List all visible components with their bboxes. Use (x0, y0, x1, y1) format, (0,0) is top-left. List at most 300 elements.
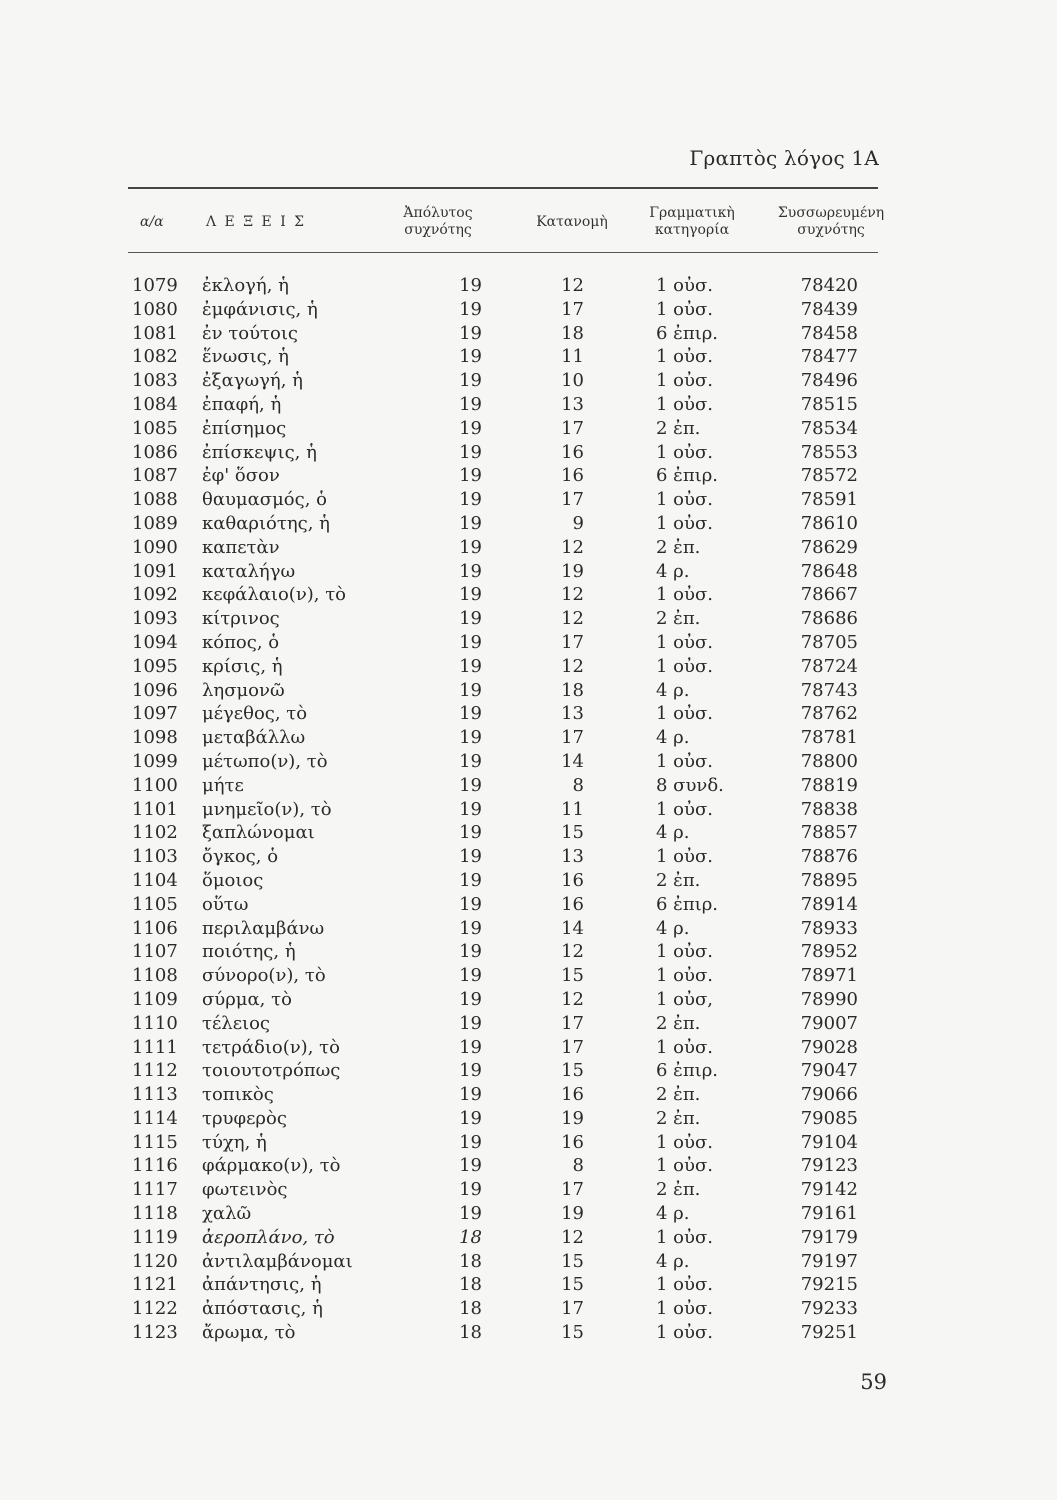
row-grammar-category: 4 ρ. (656, 727, 690, 749)
row-word: μεταβάλλω (202, 727, 306, 749)
row-distribution: 16 (561, 1131, 584, 1153)
table-row (0, 917, 1057, 941)
row-cumulative-frequency: 78686 (800, 608, 858, 630)
row-absolute-frequency: 19 (459, 489, 482, 511)
row-grammar-category: 1 οὐσ. (656, 965, 713, 987)
row-distribution: 8 (572, 774, 584, 796)
row-serial-number: 1093 (132, 608, 178, 630)
header-grammar-category (640, 205, 744, 239)
row-distribution: 17 (561, 1179, 584, 1201)
row-serial-number: 1089 (132, 512, 178, 534)
row-word: ὅμοιος (202, 869, 264, 891)
row-grammar-category: 2 ἐπ. (656, 1012, 701, 1034)
row-cumulative-frequency: 78971 (800, 965, 858, 987)
table-row (0, 869, 1057, 893)
row-distribution: 17 (561, 298, 584, 320)
row-cumulative-frequency: 78705 (800, 631, 858, 653)
row-absolute-frequency: 19 (459, 988, 482, 1010)
row-serial-number: 1100 (132, 774, 178, 796)
row-serial-number: 1087 (132, 465, 178, 487)
row-serial-number: 1113 (132, 1084, 178, 1106)
row-distribution: 8 (572, 1155, 584, 1177)
table-row (0, 964, 1057, 988)
header-cumulative-line1: Συσσωρευμένη (777, 205, 885, 221)
row-word: ἐπίσημος (202, 417, 287, 439)
row-serial-number: 1110 (132, 1012, 178, 1034)
row-cumulative-frequency: 78933 (800, 917, 858, 939)
row-distribution: 12 (561, 608, 584, 630)
row-distribution: 13 (561, 846, 584, 868)
row-cumulative-frequency: 79104 (800, 1131, 858, 1153)
row-serial-number: 1079 (132, 275, 178, 296)
row-word: φωτεινὸς (202, 1179, 288, 1201)
row-absolute-frequency: 19 (459, 298, 482, 320)
row-distribution: 16 (561, 441, 584, 463)
header-absolute-frequency-line2: συχνότης (404, 222, 472, 238)
row-grammar-category: 2 ἐπ. (656, 869, 701, 891)
row-word: κεφάλαιο(ν), τὸ (202, 584, 347, 606)
frequency-table (0, 274, 1057, 1345)
row-grammar-category: 1 οὐσ. (656, 631, 713, 653)
row-serial-number: 1122 (132, 1298, 178, 1320)
row-distribution: 19 (561, 560, 584, 582)
row-distribution: 13 (561, 393, 584, 415)
row-grammar-category: 1 οὐσ. (656, 489, 713, 511)
row-cumulative-frequency: 79215 (800, 1274, 858, 1296)
row-word: λησμονῶ (202, 679, 285, 701)
table-row (0, 1131, 1057, 1155)
row-serial-number: 1106 (132, 917, 178, 939)
header-words: Λ Ε Ξ Ε Ι Σ (206, 214, 307, 230)
row-word: τοπικὸς (202, 1084, 274, 1106)
row-grammar-category: 2 ἐπ. (656, 1179, 701, 1201)
row-cumulative-frequency: 78648 (800, 560, 858, 582)
row-serial-number: 1098 (132, 727, 178, 749)
row-serial-number: 1096 (132, 679, 178, 701)
row-distribution: 16 (561, 893, 584, 915)
row-absolute-frequency: 19 (459, 560, 482, 582)
row-distribution: 15 (561, 1322, 584, 1344)
row-word: κόπος, ὁ (202, 631, 280, 653)
row-distribution: 16 (561, 465, 584, 487)
row-serial-number: 1121 (132, 1274, 178, 1296)
row-grammar-category: 6 ἐπιρ. (656, 322, 719, 344)
row-serial-number: 1081 (132, 322, 178, 344)
table-row (0, 1083, 1057, 1107)
row-word: ἀπάντησις, ἡ (202, 1274, 322, 1296)
row-serial-number: 1083 (132, 370, 178, 392)
row-cumulative-frequency: 78591 (800, 489, 858, 511)
row-word: ξαπλώνομαι (202, 822, 315, 844)
header-distribution: Κατανομὴ (536, 214, 608, 230)
table-row (0, 512, 1057, 536)
row-grammar-category: 1 οὐσ. (656, 703, 713, 725)
row-grammar-category: 2 ἐπ. (656, 608, 701, 630)
header-serial: α/α (140, 214, 164, 230)
row-absolute-frequency: 19 (459, 750, 482, 772)
row-absolute-frequency: 19 (459, 346, 482, 368)
row-word: ἐν τούτοις (202, 322, 298, 344)
row-word: τέλειος (202, 1012, 270, 1034)
row-absolute-frequency: 19 (459, 893, 482, 915)
header-grammar-line1: Γραμματικὴ (649, 205, 735, 221)
row-word: καταλήγω (202, 560, 296, 582)
row-grammar-category: 1 οὐσ. (656, 441, 713, 463)
row-serial-number: 1107 (132, 941, 178, 963)
row-word: περιλαμβάνω (202, 917, 325, 939)
row-absolute-frequency: 19 (459, 917, 482, 939)
row-cumulative-frequency: 79161 (800, 1203, 858, 1225)
row-cumulative-frequency: 79197 (800, 1250, 858, 1272)
row-serial-number: 1119 (132, 1226, 178, 1248)
row-grammar-category: 1 οὐσ. (656, 1298, 713, 1320)
row-cumulative-frequency: 79028 (800, 1036, 858, 1058)
row-grammar-category: 1 οὐσ. (656, 298, 713, 320)
row-grammar-category: 2 ἐπ. (656, 417, 701, 439)
row-cumulative-frequency: 79233 (800, 1298, 858, 1320)
row-word: καπετὰν (202, 536, 280, 558)
row-distribution: 18 (561, 679, 584, 701)
row-distribution: 16 (561, 869, 584, 891)
table-row (0, 1154, 1057, 1178)
row-grammar-category: 1 οὐσ. (656, 750, 713, 772)
row-absolute-frequency: 19 (459, 370, 482, 392)
row-grammar-category: 8 συνδ. (656, 774, 724, 796)
row-word: ἕνωσις, ἡ (202, 346, 289, 368)
row-grammar-category: 6 ἐπιρ. (656, 465, 719, 487)
row-serial-number: 1080 (132, 298, 178, 320)
row-cumulative-frequency: 79123 (800, 1155, 858, 1177)
table-row (0, 583, 1057, 607)
row-grammar-category: 1 οὐσ. (656, 584, 713, 606)
row-word: κίτρινος (202, 608, 280, 630)
row-cumulative-frequency: 78819 (800, 774, 858, 796)
header-absolute-frequency (388, 205, 488, 239)
table-row (0, 726, 1057, 750)
row-word: κρίσις, ἡ (202, 655, 283, 677)
row-distribution: 16 (561, 1084, 584, 1106)
row-absolute-frequency: 19 (459, 1012, 482, 1034)
row-absolute-frequency: 19 (459, 655, 482, 677)
row-grammar-category: 1 οὐσ. (656, 1274, 713, 1296)
row-word: τοιουτοτρόπως (202, 1060, 341, 1082)
row-word: ἐπαφή, ἡ (202, 393, 282, 415)
row-absolute-frequency: 19 (459, 679, 482, 701)
table-row (0, 1202, 1057, 1226)
row-absolute-frequency: 19 (459, 869, 482, 891)
row-grammar-category: 2 ἐπ. (656, 1084, 701, 1106)
row-cumulative-frequency: 78572 (800, 465, 858, 487)
row-distribution: 9 (572, 512, 584, 534)
row-grammar-category: 1 οὐσ, (656, 988, 713, 1010)
row-distribution: 17 (561, 1012, 584, 1034)
row-serial-number: 1103 (132, 846, 178, 868)
row-absolute-frequency: 18 (459, 1226, 482, 1248)
table-row (0, 536, 1057, 560)
row-absolute-frequency: 19 (459, 846, 482, 868)
table-row (0, 1107, 1057, 1131)
row-grammar-category: 1 οὐσ. (656, 1155, 713, 1177)
table-row (0, 464, 1057, 488)
table-row (0, 393, 1057, 417)
row-absolute-frequency: 19 (459, 798, 482, 820)
table-row (0, 560, 1057, 584)
row-distribution: 12 (561, 275, 584, 296)
row-word: ἀπόστασις, ἡ (202, 1298, 323, 1320)
row-grammar-category: 1 οὐσ. (656, 1036, 713, 1058)
row-distribution: 15 (561, 965, 584, 987)
row-grammar-category: 1 οὐσ. (656, 655, 713, 677)
table-row (0, 274, 1057, 298)
row-absolute-frequency: 18 (459, 1298, 482, 1320)
row-cumulative-frequency: 78743 (800, 679, 858, 701)
row-cumulative-frequency: 79085 (800, 1107, 858, 1129)
row-distribution: 12 (561, 655, 584, 677)
row-word: μνημεῖο(ν), τὸ (202, 798, 332, 820)
row-serial-number: 1095 (132, 655, 178, 677)
row-word: μήτε (202, 774, 244, 796)
row-grammar-category: 4 ρ. (656, 917, 690, 939)
row-serial-number: 1111 (132, 1036, 178, 1058)
table-row (0, 631, 1057, 655)
row-cumulative-frequency: 79179 (800, 1226, 858, 1248)
row-distribution: 11 (561, 798, 584, 820)
row-cumulative-frequency: 79007 (800, 1012, 858, 1034)
row-cumulative-frequency: 78515 (800, 393, 858, 415)
row-distribution: 12 (561, 584, 584, 606)
row-cumulative-frequency: 78876 (800, 846, 858, 868)
row-serial-number: 1117 (132, 1179, 178, 1201)
row-absolute-frequency: 19 (459, 1060, 482, 1082)
row-word: ἀεροπλάνο, τὸ (202, 1226, 335, 1248)
row-word: ἄρωμα, τὸ (202, 1322, 296, 1344)
row-cumulative-frequency: 78458 (800, 322, 858, 344)
row-serial-number: 1102 (132, 822, 178, 844)
table-row (0, 441, 1057, 465)
row-grammar-category: 2 ἐπ. (656, 1107, 701, 1129)
row-serial-number: 1116 (132, 1155, 178, 1177)
table-row (0, 1012, 1057, 1036)
row-distribution: 17 (561, 727, 584, 749)
table-row (0, 1059, 1057, 1083)
row-serial-number: 1085 (132, 417, 178, 439)
row-distribution: 19 (561, 1107, 584, 1129)
row-cumulative-frequency: 78477 (800, 346, 858, 368)
row-absolute-frequency: 19 (459, 275, 482, 296)
row-word: μέτωπο(ν), τὸ (202, 750, 328, 772)
row-distribution: 12 (561, 941, 584, 963)
row-serial-number: 1104 (132, 869, 178, 891)
header-cumulative-line2: συχνότης (797, 222, 865, 238)
row-absolute-frequency: 19 (459, 1036, 482, 1058)
row-grammar-category: 1 οὐσ. (656, 846, 713, 868)
row-word: ποιότης, ἡ (202, 941, 296, 963)
row-serial-number: 1108 (132, 965, 178, 987)
row-serial-number: 1115 (132, 1131, 178, 1153)
row-absolute-frequency: 19 (459, 631, 482, 653)
row-absolute-frequency: 19 (459, 465, 482, 487)
row-distribution: 12 (561, 988, 584, 1010)
row-serial-number: 1092 (132, 584, 178, 606)
row-cumulative-frequency: 78762 (800, 703, 858, 725)
row-serial-number: 1082 (132, 346, 178, 368)
row-cumulative-frequency: 78420 (800, 275, 858, 296)
row-word: τύχη, ἡ (202, 1131, 267, 1153)
row-distribution: 17 (561, 417, 584, 439)
row-grammar-category: 1 οὐσ. (656, 941, 713, 963)
row-cumulative-frequency: 78496 (800, 370, 858, 392)
row-distribution: 12 (561, 1226, 584, 1248)
row-cumulative-frequency: 78800 (800, 750, 858, 772)
row-word: ἐπίσκεψις, ἡ (202, 441, 317, 463)
header-absolute-frequency-line1: Ἀπόλυτος (403, 205, 473, 221)
row-cumulative-frequency: 78610 (800, 512, 858, 534)
row-cumulative-frequency: 79142 (800, 1179, 858, 1201)
row-cumulative-frequency: 78667 (800, 584, 858, 606)
row-cumulative-frequency: 78914 (800, 893, 858, 915)
row-serial-number: 1099 (132, 750, 178, 772)
row-cumulative-frequency: 78629 (800, 536, 858, 558)
row-absolute-frequency: 19 (459, 1084, 482, 1106)
row-distribution: 17 (561, 1036, 584, 1058)
row-serial-number: 1118 (132, 1203, 178, 1225)
row-cumulative-frequency: 79047 (800, 1060, 858, 1082)
row-absolute-frequency: 19 (459, 1107, 482, 1129)
row-grammar-category: 1 οὐσ. (656, 1226, 713, 1248)
header-rule-bottom (128, 252, 878, 253)
row-word: ἐμφάνισις, ἡ (202, 298, 318, 320)
row-serial-number: 1114 (132, 1107, 178, 1129)
row-absolute-frequency: 19 (459, 1203, 482, 1225)
row-absolute-frequency: 19 (459, 941, 482, 963)
row-absolute-frequency: 19 (459, 322, 482, 344)
row-distribution: 19 (561, 1203, 584, 1225)
row-distribution: 13 (561, 703, 584, 725)
row-distribution: 15 (561, 822, 584, 844)
table-row (0, 845, 1057, 869)
row-word: μέγεθος, τὸ (202, 703, 308, 725)
row-absolute-frequency: 19 (459, 417, 482, 439)
row-distribution: 17 (561, 631, 584, 653)
row-absolute-frequency: 18 (459, 1322, 482, 1344)
row-grammar-category: 4 ρ. (656, 1250, 690, 1272)
row-grammar-category: 4 ρ. (656, 679, 690, 701)
row-word: τρυφερὸς (202, 1107, 287, 1129)
row-distribution: 12 (561, 536, 584, 558)
table-row (0, 988, 1057, 1012)
table-row (0, 417, 1057, 441)
row-absolute-frequency: 19 (459, 441, 482, 463)
row-grammar-category: 1 οὐσ. (656, 1322, 713, 1344)
row-word: ἀντιλαμβάνομαι (202, 1250, 353, 1272)
table-row (0, 1250, 1057, 1274)
row-distribution: 17 (561, 1298, 584, 1320)
row-absolute-frequency: 19 (459, 512, 482, 534)
row-distribution: 14 (561, 750, 584, 772)
row-cumulative-frequency: 78895 (800, 869, 858, 891)
row-absolute-frequency: 19 (459, 703, 482, 725)
row-serial-number: 1112 (132, 1060, 178, 1082)
header-cumulative-frequency (770, 205, 892, 239)
row-distribution: 10 (561, 370, 584, 392)
row-cumulative-frequency: 79066 (800, 1084, 858, 1106)
row-cumulative-frequency: 78439 (800, 298, 858, 320)
table-row (0, 1036, 1057, 1060)
table-row (0, 1297, 1057, 1321)
row-absolute-frequency: 19 (459, 536, 482, 558)
table-row (0, 655, 1057, 679)
table-row (0, 322, 1057, 346)
row-absolute-frequency: 19 (459, 393, 482, 415)
row-cumulative-frequency: 78534 (800, 417, 858, 439)
row-word: καθαριότης, ἡ (202, 512, 330, 534)
row-distribution: 18 (561, 322, 584, 344)
row-word: ἐκλογή, ἡ (202, 275, 289, 296)
row-distribution: 15 (561, 1274, 584, 1296)
row-grammar-category: 4 ρ. (656, 822, 690, 844)
table-row (0, 821, 1057, 845)
table-row (0, 298, 1057, 322)
row-distribution: 11 (561, 346, 584, 368)
row-cumulative-frequency: 78724 (800, 655, 858, 677)
row-serial-number: 1088 (132, 489, 178, 511)
row-cumulative-frequency: 78857 (800, 822, 858, 844)
row-word: θαυμασμός, ὁ (202, 489, 327, 511)
row-absolute-frequency: 19 (459, 727, 482, 749)
header-rule-top (128, 187, 878, 189)
table-row (0, 345, 1057, 369)
table-row (0, 1226, 1057, 1250)
table-row (0, 750, 1057, 774)
table-row (0, 702, 1057, 726)
row-absolute-frequency: 19 (459, 774, 482, 796)
row-cumulative-frequency: 79251 (800, 1322, 858, 1344)
row-absolute-frequency: 19 (459, 1131, 482, 1153)
row-absolute-frequency: 19 (459, 822, 482, 844)
row-grammar-category: 1 οὐσ. (656, 370, 713, 392)
table-row (0, 679, 1057, 703)
row-word: φάρμακο(ν), τὸ (202, 1155, 341, 1177)
running-head: Γραπτὸς λόγος 1Α (689, 146, 879, 170)
table-row (0, 774, 1057, 798)
row-serial-number: 1101 (132, 798, 178, 820)
table-row (0, 1273, 1057, 1297)
row-serial-number: 1091 (132, 560, 178, 582)
row-serial-number: 1084 (132, 393, 178, 415)
row-absolute-frequency: 19 (459, 965, 482, 987)
row-absolute-frequency: 19 (459, 1179, 482, 1201)
row-grammar-category: 1 οὐσ. (656, 512, 713, 534)
row-cumulative-frequency: 78553 (800, 441, 858, 463)
row-word: σύνορο(ν), τὸ (202, 965, 326, 987)
row-distribution: 14 (561, 917, 584, 939)
row-serial-number: 1123 (132, 1322, 178, 1344)
row-distribution: 17 (561, 489, 584, 511)
row-word: σύρμα, τὸ (202, 988, 292, 1010)
row-grammar-category: 2 ἐπ. (656, 536, 701, 558)
row-serial-number: 1086 (132, 441, 178, 463)
page-number: 59 (860, 1370, 887, 1394)
row-distribution: 15 (561, 1250, 584, 1272)
table-row (0, 798, 1057, 822)
row-grammar-category: 6 ἐπιρ. (656, 893, 719, 915)
table-row (0, 940, 1057, 964)
row-grammar-category: 1 οὐσ. (656, 798, 713, 820)
row-absolute-frequency: 19 (459, 1155, 482, 1177)
row-serial-number: 1120 (132, 1250, 178, 1272)
table-row (0, 1178, 1057, 1202)
row-grammar-category: 6 ἐπιρ. (656, 1060, 719, 1082)
